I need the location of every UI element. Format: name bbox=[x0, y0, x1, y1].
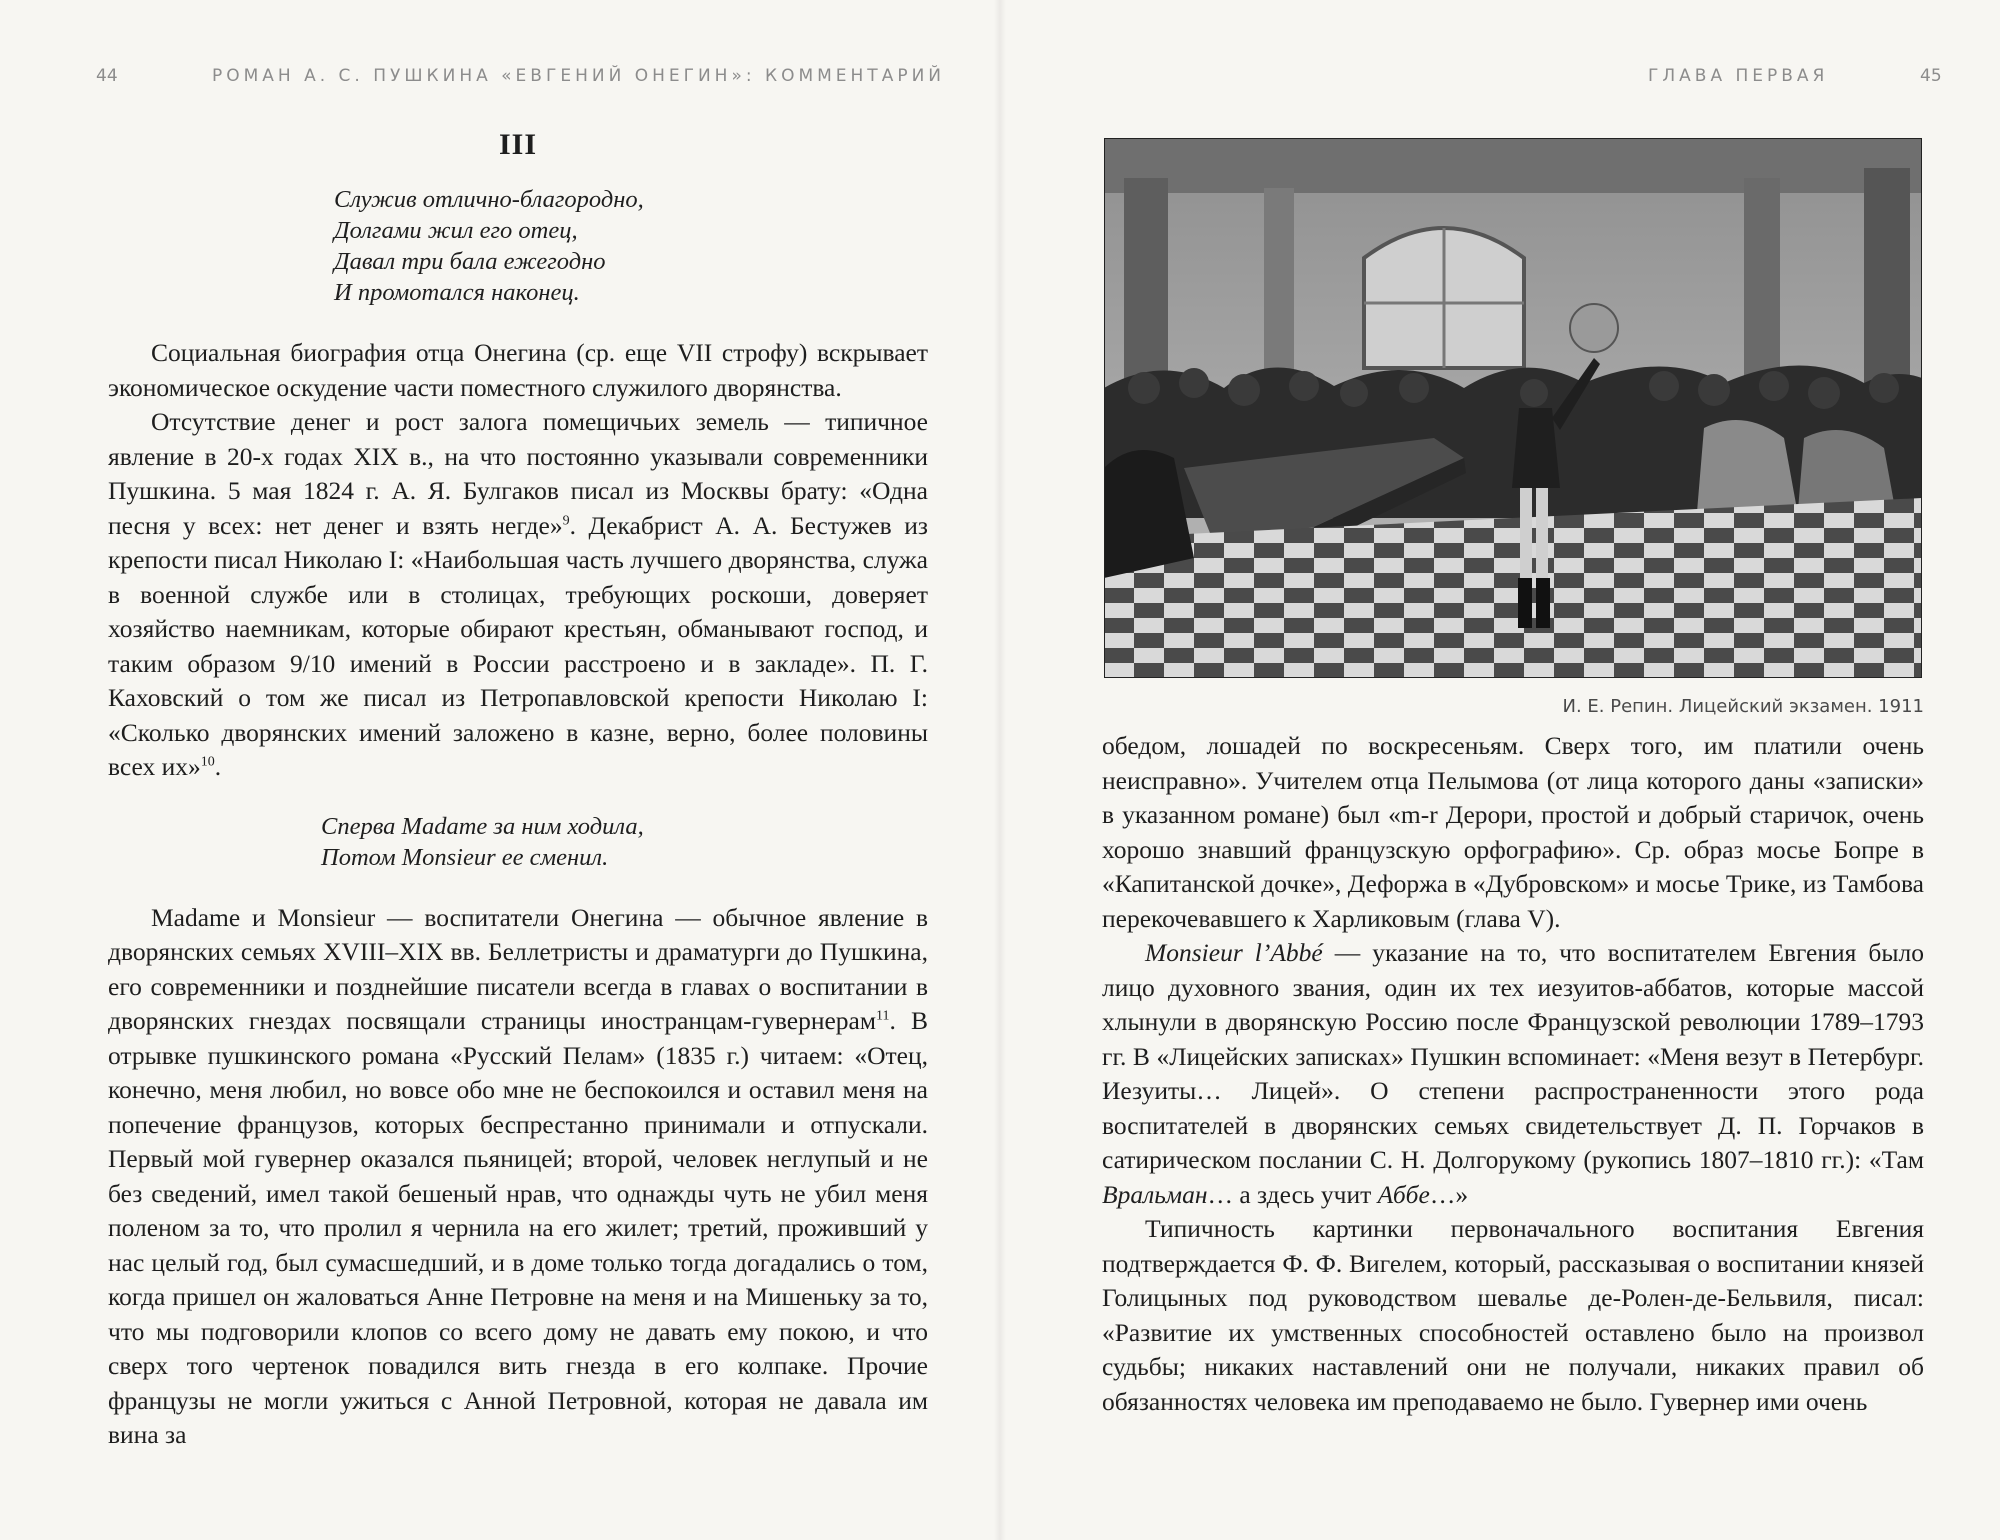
verse-line: Долгами жил его отец, bbox=[334, 217, 578, 244]
left-text-column bbox=[108, 128, 928, 1453]
page-number-right: 45 bbox=[1920, 66, 1942, 86]
paragraph: Социальная биография отца Онегина (ср. еще VII строфу) вскрывает экономическое оскудение части поместного служилого дворянства. bbox=[108, 338, 928, 402]
right-text-column bbox=[1102, 138, 1924, 1419]
paragraph bbox=[108, 405, 928, 785]
paragraph-text: Madame и Monsieur — воспитатели Онегина — обычное явление в дворянских семьях XVIII–XIX вв. Беллетристы и драматурги до Пушкина, его современники и позднейшие писатели всегда в главах о воспитании в дворянских гнездах посвящали страницы иностранцам-гувернерам bbox=[108, 902, 928, 1035]
paragraph-text: . Декабрист А. А. Бестужев из крепости писал Николаю I: «Наибольшая часть лучшего дворянства, служа в военной службе или в столицах, требующих роскоши, доверяет хозяйство наемникам, которые обирают крестьян, обманывают господ, и таким образом 9/10 имений в России расстроено и в закладе». П. Г. Каховский о том же писал из Петропавловской крепости Николаю I: «Сколько дворянских имений заложено в казне, верно, более половины всех их» bbox=[108, 510, 928, 781]
stanza-number: III bbox=[498, 128, 538, 161]
page-number-left: 44 bbox=[96, 66, 118, 86]
paragraph-text: . В отрывке пушкинского романа «Русский Пелам» (1835 г.) читаем: «Отец, конечно, меня любил, но вовсе обо мне не беспокоился и оставил меня на попечение французов, которых беспрестанно принимали и отпускали. Первый мой гувернер оказался пьяницей; второй, человек неглупый и не без сведений, имел такой бешеный нрав, что однажды чуть не убил меня поленом за то, что пролил я чернила на его жилет; третий, проживший у нас целый год, был сумасшедший, и в доме только тогда догадались о том, когда пришел он жаловаться Анне Петровне на меня и на Мишеньку за то, что мы подговорили клопов со всего дому не давать ему покою, и что сверх того чертенок повадился вить гнезда в его колпаке. Прочие французы не могли ужиться с Анной Петровной, которая не давала им вина за bbox=[108, 1006, 928, 1449]
verse-line: Служив отлично-благородно, bbox=[334, 186, 644, 213]
paragraph-text: …» bbox=[1429, 1179, 1469, 1209]
right-page bbox=[1000, 0, 2000, 1540]
painting-figure bbox=[1104, 138, 1924, 717]
running-head-left: РОМАН А. С. ПУШКИНА «ЕВГЕНИЙ ОНЕГИН»: КОММЕНТАРИЙ bbox=[212, 66, 946, 86]
paragraph: Типичность картинки первоначального воспитания Евгения подтверждается Ф. Ф. Вигелем, который, рассказывая о воспитании князей Голицыных под руководством шевалье де-Ролен-де-Бельвиля, писал: «Развитие их умственных способностей оставлено было на произвол судьбы; никаких наставлений они не получали, никаких правил об обязанностях человека им преподаваемо не было. Гувернер ими очень bbox=[1102, 1214, 1924, 1416]
emphasis-text: Monsieur l’Abbé bbox=[1145, 938, 1323, 967]
paragraph-text: Отсутствие денег и рост залога помещичьих земель — типичное явление в 20-х годах XIX в., на что постоянно указывали современники Пушкина. 5 мая 1824 г. А. Я. Булгаков писал из Москвы брату: «Одна песня у всех: нет денег и взять негде» bbox=[108, 407, 928, 540]
paragraph-text: . bbox=[214, 752, 222, 781]
running-head-right: ГЛАВА ПЕРВАЯ bbox=[1648, 66, 1829, 86]
emphasis-text: Аббе bbox=[1377, 1179, 1430, 1209]
paragraph bbox=[108, 901, 928, 1453]
paragraph: обедом, лошадей по воскресеньям. Сверх того, им платили очень неисправно». Учителем отца Пелымова (от лица которого даны «записки» в указанном романе) был «m-r Дерори, простой и добрый старичок, очень хорошо знавший французскую орфографию». Ср. образ мосье Бопре в «Капитанской дочке», Дефоржа в «Дубровском» и мосье Трике, из Тамбова перекочевавшего к Харликовым (глава V). bbox=[1102, 731, 1924, 933]
paragraph-text: — указание на то, что воспитателем Евгения было лицо духовного звания, один их тех иезуитов-аббатов, которые массой хлынули в дворянскую Россию после Французской революции 1789–1793 гг. В «Лицейских записках» Пушкин вспоминает: «Меня везут в Петербург. Иезуиты… Лицей». О степени распространенности этого рода воспитателей в дворянских семьях свидетельствует Д. П. Горчаков в сатирическом послании С. Н. Долгорукому (рукопись 1807–1810 гг.): «Там bbox=[1102, 938, 1924, 1174]
epigraph-verse-2 bbox=[108, 811, 928, 873]
emphasis-text: Вральман bbox=[1102, 1179, 1208, 1209]
verse-line: Давал три бала ежегодно bbox=[334, 248, 606, 275]
paragraph bbox=[1102, 936, 1924, 1212]
verse-line: Потом Monsieur ее сменил. bbox=[321, 843, 609, 871]
figure-caption: И. Е. Репин. Лицейский экзамен. 1911 bbox=[1562, 696, 1924, 717]
footnote-ref[interactable]: 9 bbox=[562, 513, 570, 528]
footnote-ref[interactable]: 11 bbox=[876, 1008, 890, 1024]
paragraph-text: … а здесь учит bbox=[1207, 1179, 1378, 1209]
epigraph-verse-1 bbox=[108, 184, 928, 308]
painting-image bbox=[1104, 138, 1922, 678]
verse-line: И промотался наконец. bbox=[334, 279, 580, 306]
footnote-ref[interactable]: 10 bbox=[200, 754, 215, 770]
verse-line: Сперва Madame за ним ходила, bbox=[321, 812, 644, 840]
